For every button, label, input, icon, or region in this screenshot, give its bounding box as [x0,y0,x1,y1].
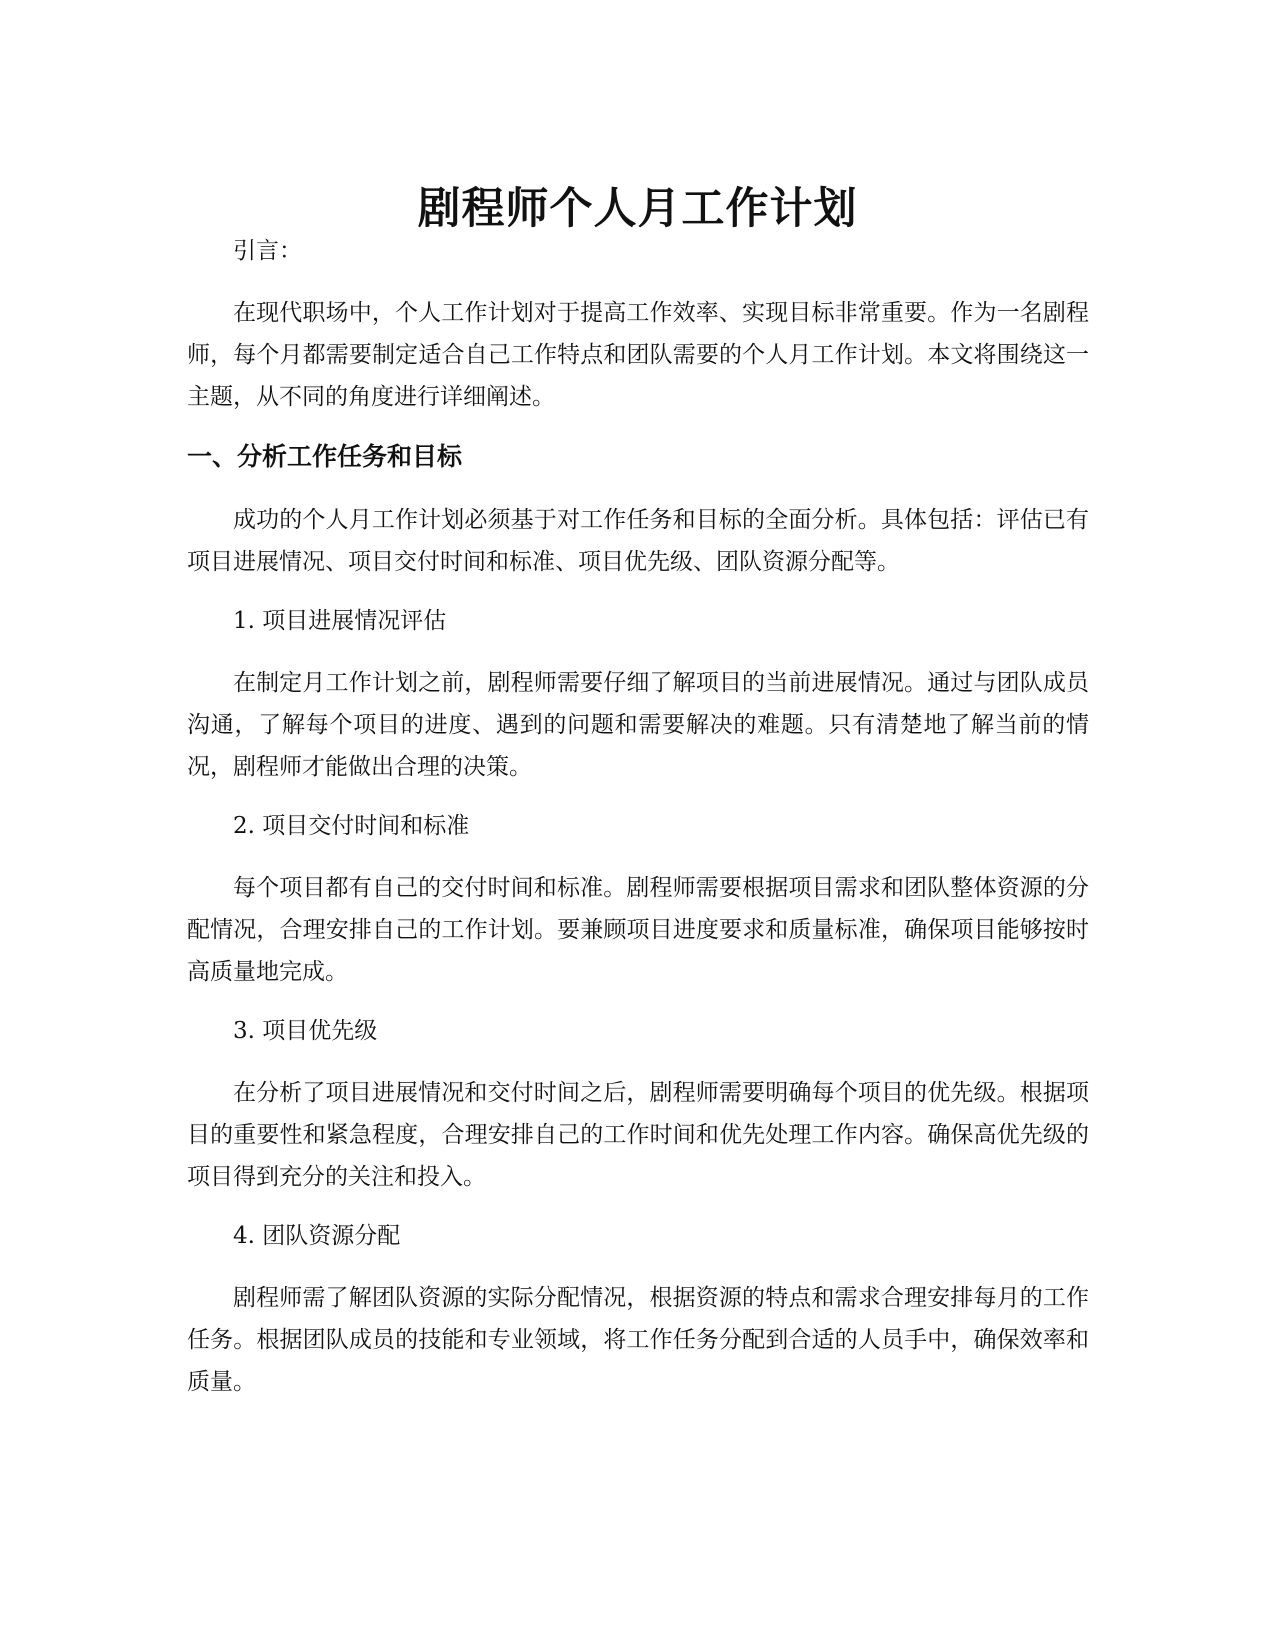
section-heading: 一、分析工作任务和目标 [187,442,463,471]
item-title-delivery: 2. 项目交付时间和标准 [233,813,470,839]
item-body-progress: 在制定月工作计划之前，剧程师需要仔细了解项目的当前进展情况。通过与团队成员沟通，了解每个项目的进度、遇到的问题和需要解决的难题。只有清楚地了解当前的情况，剧程师才能做出合理的决策。 [187,670,1089,780]
item-title-priority: 3. 项目优先级 [233,1018,378,1044]
intro-paragraph: 在现代职场中，个人工作计划对于提高工作效率、实现目标非常重要。作为一名剧程师，每个月都需要制定适合自己工作特点和团队需要的个人月工作计划。本文将围绕这一主题，从不同的角度进行详细阐述。 [187,300,1089,410]
item-title-progress: 1. 项目进展情况评估 [233,608,447,634]
intro-label: 引言： [233,238,302,264]
item-body-priority: 在分析了项目进展情况和交付时间之后，剧程师需要明确每个项目的优先级。根据项目的重要性和紧急程度，合理安排自己的工作时间和优先处理工作内容。确保高优先级的项目得到充分的关注和投入。 [187,1080,1089,1190]
item-body-delivery: 每个项目都有自己的交付时间和标准。剧程师需要根据项目需求和团队整体资源的分配情况，合理安排自己的工作计划。要兼顾项目进度要求和质量标准，确保项目能够按时高质量地完成。 [187,875,1089,985]
document-title: 剧程师个人月工作计划 [417,183,858,234]
item-body-resources: 剧程师需了解团队资源的实际分配情况，根据资源的特点和需求合理安排每月的工作任务。根据团队成员的技能和专业领域，将工作任务分配到合适的人员手中，确保效率和质量。 [187,1285,1089,1395]
item-title-resources: 4. 团队资源分配 [233,1223,401,1249]
section-intro-paragraph: 成功的个人月工作计划必须基于对工作任务和目标的全面分析。具体包括：评估已有项目进展情况、项目交付时间和标准、项目优先级、团队资源分配等。 [187,507,1089,575]
